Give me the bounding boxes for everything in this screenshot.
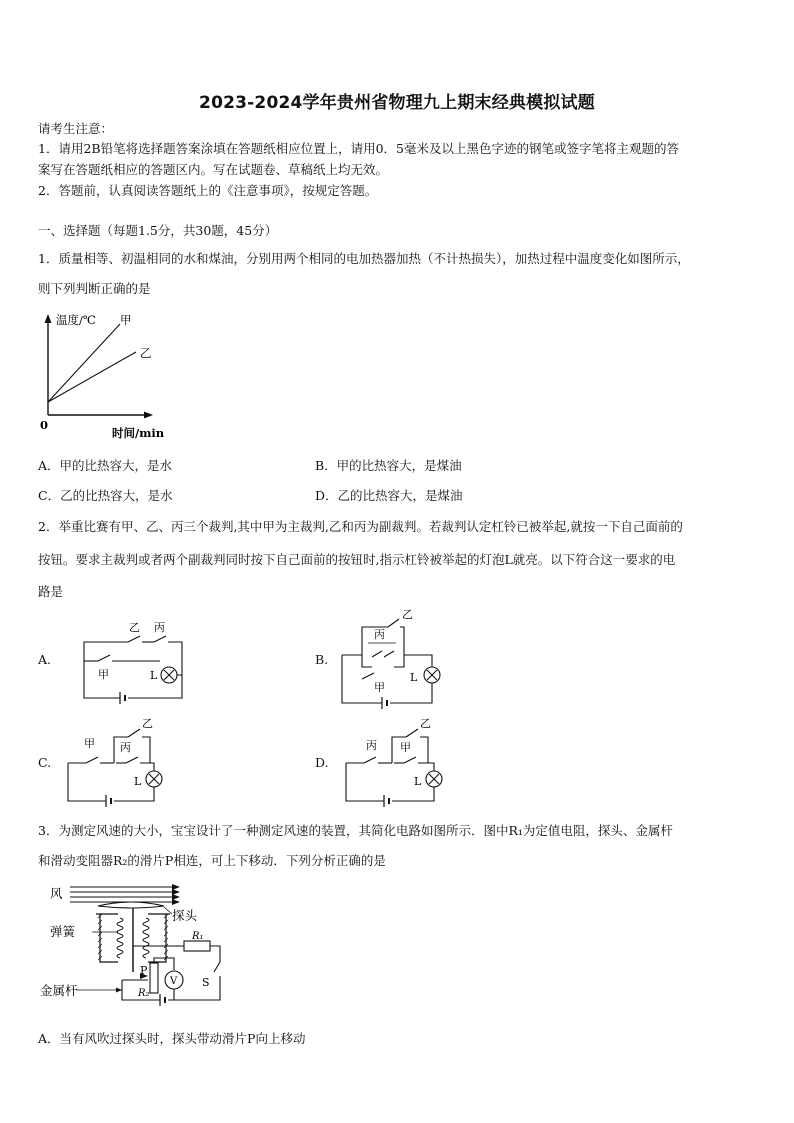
label-lamp: L (414, 775, 422, 788)
line-jia (48, 324, 120, 402)
q3-stem-cont: 和滑动变阻器R₂的滑片P相连，可上下移动．下列分析正确的是 (38, 853, 386, 868)
q1-temperature-graph (36, 310, 176, 445)
label-yi: 乙 (402, 608, 413, 621)
q2-circuit-b (338, 607, 453, 709)
label-spring: 弹簧 (50, 924, 76, 939)
q3-option-a[interactable]: A．当有风吹过探头时，探头带动滑片P向上移动 (38, 1031, 306, 1046)
y-axis-arrow-icon (45, 314, 52, 323)
graph-ylabel: 温度/℃ (56, 313, 96, 327)
label-yi: 乙 (142, 717, 153, 730)
q2-option-a-label[interactable]: A. (38, 652, 52, 667)
label-probe: 探头 (172, 908, 198, 923)
notice-item-1-cont: 案写在答题纸相应的答题区内。写在试题卷、草稿纸上均无效。 (38, 162, 389, 177)
q2-stem: 2．举重比赛有甲、乙、丙三个裁判,其中甲为主裁判,乙和丙为副裁判。若裁判认定杠铃已被举起,就按一下自己面前的 (38, 519, 683, 534)
label-rod: 金属杆 (40, 983, 78, 998)
label-wind: 风 (50, 886, 63, 901)
label-r1: R₁ (192, 931, 204, 942)
notice-item-2: 2．答题前，认真阅读答题纸上的《注意事项》，按规定答题。 (38, 183, 378, 198)
q2-option-b-label[interactable]: B. (315, 652, 329, 667)
q2-option-c-label[interactable]: C. (38, 755, 52, 770)
section-heading: 一、选择题（每题1.5分，共30题，45分） (38, 223, 278, 238)
q1-stem: 1．质量相等、初温相同的水和煤油，分别用两个相同的电加热器加热（不计热损失），加热过程中温度变化如图所示， (38, 251, 690, 266)
q2-stem-cont-2: 路是 (38, 584, 64, 599)
label-yi: 乙 (420, 717, 431, 730)
graph-label-yi: 乙 (140, 346, 152, 360)
q2-circuit-a (70, 615, 200, 705)
page-title: 2023-2024学年贵州省物理九上期末经典模拟试题 (199, 93, 595, 113)
q1-option-b[interactable]: B．甲的比热容大，是煤油 (315, 458, 462, 473)
label-jia: 甲 (374, 681, 385, 694)
q1-option-d[interactable]: D．乙的比热容大，是煤油 (315, 488, 463, 503)
graph-label-jia: 甲 (120, 313, 132, 327)
notice-item-1: 1．请用2B铅笔将选择题答案涂填在答题纸相应位置上，请用0．5毫米及以上黑色字迹的钢笔或签字笔将主观题的答 (38, 141, 679, 156)
q2-circuit-c (62, 715, 177, 807)
label-bing: 丙 (154, 621, 165, 634)
label-lamp: L (150, 669, 158, 682)
label-lamp: L (410, 671, 418, 684)
label-lamp: L (134, 775, 142, 788)
q2-stem-cont: 按钮。要求主裁判或者两个副裁判同时按下自己面前的按钮时,指示杠铃被举起的灯泡L就亮。以下符合这一要求的电 (38, 552, 676, 567)
line-yi (48, 352, 136, 402)
q2-option-d-label[interactable]: D. (315, 755, 329, 770)
q1-option-a[interactable]: A．甲的比热容大，是水 (38, 458, 173, 473)
label-jia: 甲 (84, 737, 95, 750)
label-bing: 丙 (366, 739, 377, 752)
label-voltmeter: V (170, 976, 178, 987)
q3-wind-speed-figure (36, 880, 256, 1020)
label-yi: 乙 (129, 621, 140, 634)
graph-xlabel: 时间/min (112, 426, 165, 440)
q1-stem-cont: 则下列判断正确的是 (38, 281, 151, 296)
label-jia: 甲 (400, 741, 411, 754)
label-switch: S (202, 976, 210, 989)
label-bing: 丙 (374, 628, 385, 641)
label-r2: R₂ (138, 988, 150, 999)
probe-icon (98, 902, 164, 908)
x-axis-arrow-icon (144, 412, 153, 419)
notice-heading: 请考生注意： (38, 121, 114, 136)
q3-stem: 3．为测定风速的大小，宝宝设计了一种测定风速的装置，其简化电路如图所示．图中R₁为定值电阻，探头、金属杆 (38, 823, 673, 838)
graph-origin: 0 (40, 418, 49, 432)
q2-circuit-d (340, 715, 455, 807)
q1-option-c[interactable]: C．乙的比热容大，是水 (38, 488, 173, 503)
label-jia: 甲 (98, 668, 109, 681)
label-slider: P (140, 964, 148, 977)
label-bing: 丙 (120, 741, 131, 754)
